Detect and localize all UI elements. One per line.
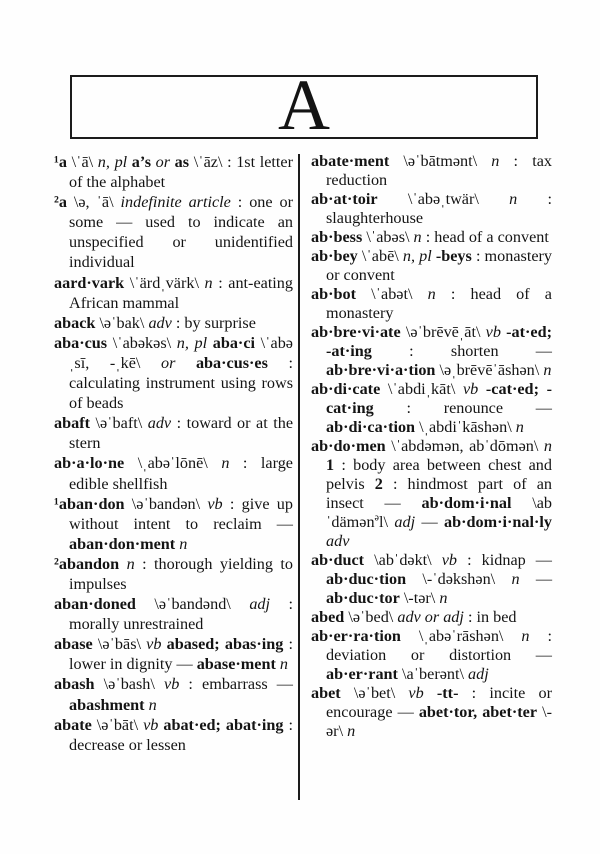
- entry-text-run: ab·duct: [311, 551, 365, 569]
- entry-text-run: vb: [146, 635, 162, 654]
- entry-text-run: abash: [54, 675, 95, 694]
- entry-text-run: \əˈbak\: [95, 313, 149, 332]
- entry-text-run: \əˈbash\: [94, 675, 165, 694]
- entry-text-run: ab·do·men: [311, 437, 386, 455]
- entry-text-run: : incite or encourage —: [326, 684, 552, 721]
- entry-text-run: or: [155, 153, 171, 171]
- entry-text-run: \ˈabdəmən, abˈdōmən\: [385, 437, 544, 455]
- entry-text-run: ¹a: [54, 153, 67, 171]
- entry-text-run: ab·bre·vi·ate: [311, 323, 401, 341]
- entry-text-run: : slaughterhouse: [326, 190, 552, 227]
- entry-text-run: n: [413, 228, 422, 246]
- entry-text-run: \əˈbandən\: [124, 494, 208, 513]
- dictionary-entry: [54, 674, 293, 714]
- entry-text-run: adv: [148, 313, 172, 332]
- entry-text-run: : body area between chest and pelvis: [326, 456, 552, 493]
- entry-text-run: ab·dom·i·nal·ly: [444, 513, 553, 531]
- entry-text-run: adv: [147, 414, 172, 433]
- entry-text-run: \ə, ˈā\: [66, 193, 121, 212]
- dictionary-entry: [311, 608, 552, 627]
- entry-text-run: ab·a·lo·ne: [54, 454, 125, 473]
- entry-text-run: 2: [374, 475, 383, 493]
- entry-text-run: \ˌabdiˈkāshən\: [415, 418, 516, 436]
- entry-text-run: \ˈärdˌvärk\: [124, 273, 205, 292]
- entry-text-run: ab·duc·tor: [326, 589, 400, 607]
- entry-text-run: abed: [311, 608, 345, 626]
- entry-text-run: abet: [311, 684, 341, 702]
- entry-text-run: : decrease or lessen: [69, 715, 293, 754]
- entry-text-run: abase·ment: [196, 655, 276, 674]
- entry-text-run: \ˈabdiˌkāt\: [380, 380, 463, 398]
- entry-text-run: : lower in dignity —: [69, 635, 293, 674]
- entry-text-run: ab·di·cate: [311, 380, 381, 398]
- entry-text-run: ab·er·ra·tion: [311, 627, 401, 645]
- entry-text-run: \abˈdämən: [326, 494, 552, 531]
- entry-text-run: abat·ed; abat·ing: [158, 715, 284, 734]
- entry-text-run: -at·ed; -at·ing: [326, 323, 552, 360]
- entry-text-run: : shorten —: [371, 342, 552, 360]
- entry-text-run: : embarrass —: [179, 675, 293, 694]
- entry-text-run: aard·vark: [54, 273, 125, 292]
- entry-text-run: vb: [485, 323, 501, 341]
- entry-text-run: aba·ci: [207, 333, 256, 352]
- entry-text-run: : toward or at the stern: [69, 414, 293, 453]
- entry-text-run: : tax reduction: [326, 152, 552, 189]
- entry-text-run: abase: [54, 635, 93, 654]
- entry-text-run: \-tər\: [399, 589, 440, 607]
- entry-text-run: : monastery or convent: [326, 247, 552, 284]
- entry-text-run: \-ər\: [326, 703, 552, 740]
- entry-text-run: or: [160, 353, 176, 372]
- entry-text-run: abaft: [54, 414, 90, 433]
- entry-text-run: : renounce —: [373, 399, 552, 417]
- entry-text-run: abate·ment: [311, 152, 390, 170]
- dictionary-entry: [311, 228, 552, 247]
- dictionary-entry: [311, 627, 552, 684]
- entry-text-run: : calculating instrument using rows of beads: [69, 353, 294, 413]
- entry-text-run: : in bed: [463, 608, 517, 626]
- dictionary-entry: [54, 192, 293, 272]
- entry-text-run: \əˈbātmənt\: [389, 152, 492, 170]
- entry-text-run: n: [427, 285, 436, 303]
- entry-text-run: -beys: [431, 247, 472, 265]
- entry-text-run: abet·tor, abet·ter: [418, 703, 538, 721]
- entry-text-run: ab·er·rant: [326, 665, 398, 683]
- entry-text-run: abashment: [69, 695, 145, 714]
- entry-text-run: 1: [326, 456, 335, 474]
- dictionary-entry: [54, 554, 293, 594]
- section-letter-box: [70, 65, 538, 145]
- entry-text-run: \ˌabəˈlōnē\: [124, 454, 222, 473]
- entry-text-run: \əˈbaft\: [89, 414, 148, 433]
- entry-text-run: l\: [379, 513, 395, 531]
- entry-text-run: : head of a monastery: [326, 285, 552, 322]
- entry-text-run: abased; abas·ing: [161, 635, 284, 654]
- dictionary-entry: [311, 380, 552, 437]
- entry-text-run: n: [509, 190, 518, 208]
- entry-text-run: —: [415, 513, 445, 531]
- entry-text-run: adj: [394, 513, 416, 531]
- entry-text-run: : one or some — used to indicate an unspecified or unidentified individual: [69, 193, 293, 272]
- dictionary-entry: [54, 273, 293, 313]
- column-divider: [298, 154, 300, 800]
- dictionary-entry: [54, 453, 293, 493]
- entry-text-run: n: [119, 554, 135, 573]
- dictionary-entry: [311, 323, 552, 380]
- entry-text-run: as: [170, 153, 190, 171]
- dictionary-entry: [311, 190, 552, 228]
- entry-text-run: adj: [468, 665, 489, 683]
- entry-text-run: \abˈdəkt\: [364, 551, 442, 569]
- entry-text-run: ə: [374, 512, 379, 524]
- entry-text-run: aba·cus·es: [175, 353, 268, 372]
- entry-text-run: : by surprise: [171, 313, 256, 332]
- entry-text-run: n: [521, 627, 530, 645]
- entry-text-run: : head of a convent: [421, 228, 549, 246]
- entry-text-run: n: [175, 534, 188, 553]
- entry-text-run: ab·bess: [311, 228, 363, 246]
- entry-text-run: n, pl: [97, 153, 128, 171]
- entry-text-run: \əˈbed\: [344, 608, 398, 626]
- entry-text-run: abate: [54, 715, 92, 734]
- entry-text-run: -tt-: [423, 684, 459, 702]
- entry-text-run: —: [519, 570, 553, 588]
- entry-text-run: indefinite article: [120, 193, 231, 212]
- entry-text-run: vb: [207, 494, 223, 513]
- entry-text-run: \əˌbrēvēˈāshən\: [435, 361, 544, 379]
- entry-text-run: n: [221, 454, 230, 473]
- dictionary-entry: [311, 551, 552, 608]
- dictionary-entry: [54, 313, 293, 333]
- entry-text-run: n: [439, 589, 448, 607]
- entry-text-run: vb: [441, 551, 458, 569]
- entry-text-run: n: [275, 655, 288, 674]
- entry-text-run: n: [543, 361, 552, 379]
- entry-text-run: ab·bot: [311, 285, 356, 303]
- entry-text-run: ²a: [54, 193, 67, 212]
- entry-text-run: n: [347, 722, 356, 740]
- entry-text-run: ab·dom·i·nal: [421, 494, 512, 512]
- entry-text-run: aback: [54, 313, 96, 332]
- entry-text-run: aban·don·ment: [69, 534, 176, 553]
- entry-text-run: a’s: [127, 153, 156, 171]
- dictionary-entry: [54, 333, 293, 413]
- dictionary-entry: [311, 247, 552, 285]
- entry-text-run: adv or adj: [397, 608, 464, 626]
- dictionary-entry: [311, 285, 552, 323]
- entry-text-run: \ˈabəs\: [362, 228, 414, 246]
- entry-text-run: \aˈberənt\: [397, 665, 469, 683]
- entry-text-run: : hindmost part of an insect —: [326, 475, 553, 512]
- right-column: [311, 152, 552, 741]
- entry-text-run: ab·at·toir: [311, 190, 378, 208]
- entry-text-run: vb: [462, 380, 479, 398]
- entry-text-run: \əˈbandənd\: [135, 595, 250, 614]
- entry-text-run: : large edible shellfish: [69, 454, 293, 493]
- dictionary-entry: [311, 684, 552, 741]
- entry-text-run: : deviation or distortion —: [326, 627, 552, 664]
- entry-text-run: ²abandon: [54, 554, 120, 573]
- entry-text-run: adj: [249, 595, 270, 614]
- entry-text-run: : give up without intent to reclaim —: [69, 494, 293, 533]
- entry-text-run: n, pl: [176, 333, 208, 352]
- entry-text-run: ab·bey: [311, 247, 358, 265]
- entry-text-run: \ˈabəˌsī, -ˌkē\: [69, 333, 293, 372]
- entry-text-run: ab·duc·tion: [326, 570, 407, 588]
- dictionary-entry: [54, 152, 293, 192]
- entry-text-run: n: [543, 437, 552, 455]
- entry-text-run: ab·bre·vi·a·tion: [326, 361, 436, 379]
- dictionary-entry: [311, 437, 552, 551]
- entry-text-run: \əˈbās\: [92, 635, 147, 654]
- entry-text-run: ab·di·ca·tion: [326, 418, 416, 436]
- entry-text-run: aban·doned: [54, 595, 136, 614]
- section-letter: A: [278, 65, 330, 145]
- left-column: [54, 152, 293, 755]
- entry-text-run: : morally unrestrained: [69, 595, 293, 634]
- entry-text-run: aba·cus: [54, 333, 108, 352]
- entry-text-run: \ˌabəˈrāshən\: [400, 627, 522, 645]
- dictionary-entry: [54, 715, 293, 755]
- entry-text-run: \ˈā\: [66, 153, 98, 171]
- entry-text-run: n: [515, 418, 524, 436]
- entry-text-run: \-ˈdəkshən\: [406, 570, 512, 588]
- entry-text-run: \əˈbāt\: [91, 715, 144, 734]
- entry-text-run: \ˈāz\ : 1st letter of the alphabet: [69, 153, 293, 192]
- dictionary-entry: [311, 152, 552, 190]
- entry-text-run: \ˈabət\: [355, 285, 428, 303]
- dictionary-entry: [54, 634, 293, 674]
- entry-text-run: vb: [164, 675, 180, 694]
- entry-text-run: \ˈabē\: [357, 247, 403, 265]
- entry-text-run: \ˈabəkəs\: [107, 333, 177, 352]
- entry-text-run: n: [144, 695, 157, 714]
- dictionary-entry: [54, 594, 293, 634]
- entry-text-run: : kidnap —: [457, 551, 552, 569]
- entry-text-run: adv: [326, 532, 350, 550]
- entry-text-run: \əˈbet\: [340, 684, 409, 702]
- dictionary-entry: [54, 494, 293, 554]
- entry-text-run: n: [204, 273, 213, 292]
- entry-text-run: : thorough yielding to impulses: [69, 554, 294, 593]
- entry-text-run: n, pl: [402, 247, 432, 265]
- entry-text-run: : ant-eating African mammal: [69, 273, 293, 312]
- entry-text-run: vb: [408, 684, 424, 702]
- entry-text-run: \ˈabəˌtwär\: [377, 190, 510, 208]
- entry-text-run: n: [511, 570, 520, 588]
- entry-text-run: \əˈbrēvēˌāt\: [400, 323, 486, 341]
- entry-text-run: ¹aban·don: [54, 494, 125, 513]
- entry-text-run: vb: [143, 715, 159, 734]
- entry-text-run: -cat·ed; -cat·ing: [326, 380, 552, 417]
- dictionary-entry: [54, 413, 293, 453]
- entry-text-run: n: [491, 152, 500, 170]
